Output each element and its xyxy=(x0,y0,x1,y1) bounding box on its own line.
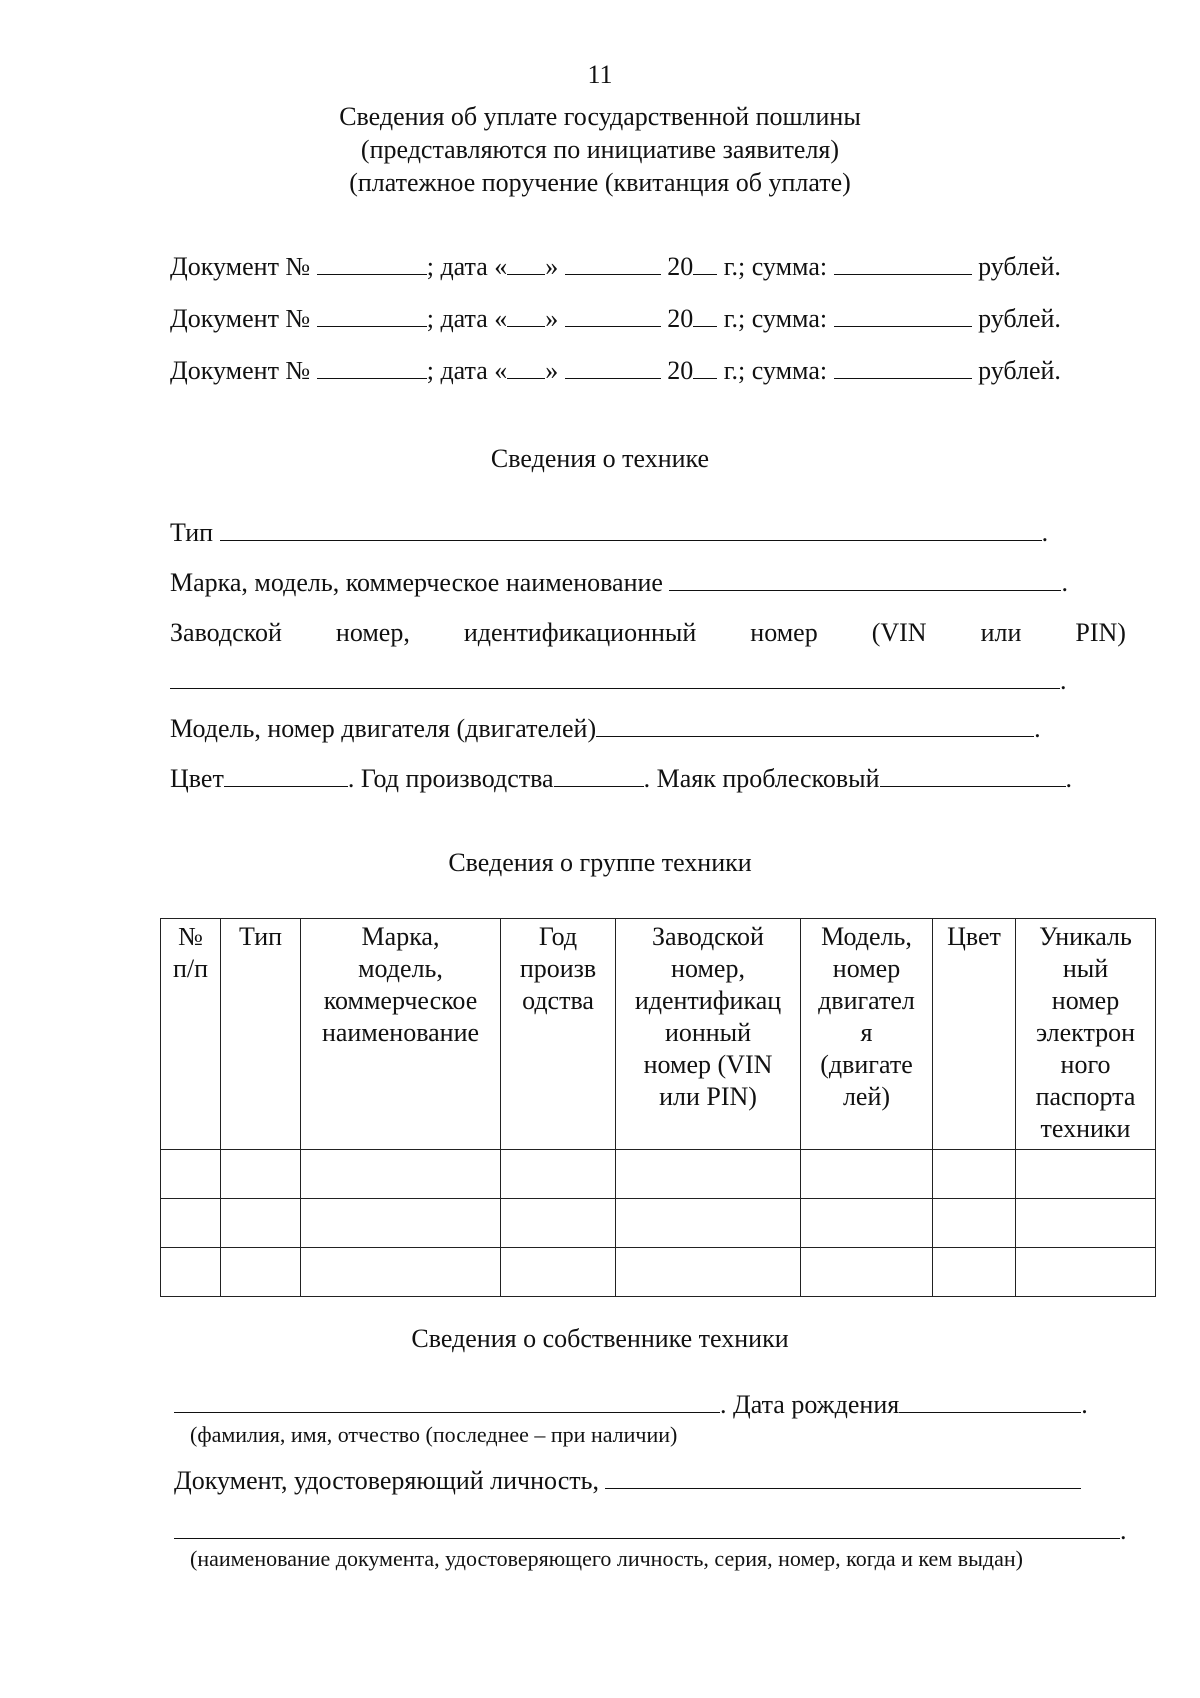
tech-beacon-field[interactable] xyxy=(880,764,1066,787)
tech-type-row xyxy=(170,518,1048,548)
serial-word: номер xyxy=(750,618,818,647)
table-cell[interactable] xyxy=(301,1248,501,1297)
payment-row xyxy=(170,356,1061,386)
tech-type-field[interactable] xyxy=(220,518,1042,541)
table-cell[interactable] xyxy=(221,1199,301,1248)
header-cell-color xyxy=(933,919,1016,1150)
table-cell[interactable] xyxy=(933,1199,1016,1248)
document-number-field[interactable] xyxy=(317,304,427,327)
currency-label: рублей. xyxy=(978,304,1061,333)
serial-word: или xyxy=(980,618,1022,647)
payment-title-line-3: (платежное поручение (квитанция об уплате) xyxy=(349,168,851,197)
year-prefix: 20 xyxy=(667,356,694,385)
document-number-field[interactable] xyxy=(317,252,427,275)
header-text: электрон xyxy=(1035,1018,1136,1047)
header-text: идентификац xyxy=(634,986,782,1015)
table-cell[interactable] xyxy=(501,1150,616,1199)
payment-section-title xyxy=(0,100,1200,199)
period: . xyxy=(1120,1516,1127,1545)
tech-serial-field[interactable] xyxy=(170,666,1060,689)
group-table xyxy=(160,918,1156,1297)
tech-brand-field[interactable] xyxy=(669,568,1061,591)
document-number-label: Документ № xyxy=(170,356,311,385)
serial-word: номер, xyxy=(335,618,410,647)
year-field[interactable] xyxy=(693,252,717,275)
id-document-field[interactable] xyxy=(605,1466,1081,1489)
table-cell[interactable] xyxy=(616,1248,801,1297)
period: . xyxy=(1034,714,1041,743)
header-text: техники xyxy=(1040,1114,1131,1143)
year-prefix: 20 xyxy=(667,252,694,281)
header-text: номер, xyxy=(671,954,745,983)
document-number-label: Документ № xyxy=(170,304,311,333)
payment-row xyxy=(170,252,1061,282)
header-text: Цвет xyxy=(947,922,1001,951)
id-document-label: Документ, удостоверяющий личность, xyxy=(174,1466,599,1495)
header-cell-brand xyxy=(301,919,501,1150)
month-field[interactable] xyxy=(565,252,661,275)
serial-word: (VIN xyxy=(871,618,927,647)
header-text: произв xyxy=(519,954,597,983)
currency-label: рублей. xyxy=(978,356,1061,385)
serial-word: идентификационный xyxy=(463,618,697,647)
tech-year-field[interactable] xyxy=(554,764,644,787)
table-cell[interactable] xyxy=(1016,1150,1156,1199)
header-text: модель, xyxy=(358,954,443,983)
tech-engine-row xyxy=(170,714,1041,744)
tech-color-label: Цвет xyxy=(170,764,224,793)
tech-section-title: Сведения о технике xyxy=(490,444,710,473)
table-header-row xyxy=(161,919,1156,1150)
sum-label: г.; сумма: xyxy=(723,252,828,281)
table-cell[interactable] xyxy=(161,1150,221,1199)
header-text: (двигате xyxy=(820,1050,913,1079)
table-cell[interactable] xyxy=(616,1150,801,1199)
header-text: коммерческое xyxy=(323,986,478,1015)
table-cell[interactable] xyxy=(301,1150,501,1199)
header-cell-number xyxy=(161,919,221,1150)
tech-color-row xyxy=(170,764,1072,794)
header-text: ный xyxy=(1062,954,1109,983)
header-text: Уникаль xyxy=(1039,922,1132,951)
header-text: номер xyxy=(1051,986,1120,1015)
document-number-field[interactable] xyxy=(317,356,427,379)
year-field[interactable] xyxy=(693,356,717,379)
header-cell-engine xyxy=(801,919,933,1150)
header-text: Год xyxy=(538,922,578,951)
owner-name-hint: (фамилия, имя, отчество (последнее – при наличии) xyxy=(190,1422,678,1447)
date-close-quote: » xyxy=(545,304,559,333)
sum-label: г.; сумма: xyxy=(723,304,828,333)
header-text: номер xyxy=(832,954,901,983)
period: . xyxy=(1060,666,1067,695)
tech-serial-field-row xyxy=(170,666,1067,696)
day-field[interactable] xyxy=(507,356,545,379)
payment-row xyxy=(170,304,1061,334)
table-row xyxy=(161,1248,1156,1297)
header-text: № xyxy=(178,922,203,951)
tech-engine-field[interactable] xyxy=(596,714,1034,737)
tech-engine-label: Модель, номер двигателя (двигателей) xyxy=(170,714,597,743)
date-label: ; дата « xyxy=(426,304,508,333)
header-cell-serial xyxy=(616,919,801,1150)
group-section-title: Сведения о группе техники xyxy=(448,848,752,877)
period: . xyxy=(1061,568,1068,597)
period: . xyxy=(720,1390,727,1419)
birth-date-field[interactable] xyxy=(899,1390,1081,1413)
tech-brand-label: Марка, модель, коммерческое наименование xyxy=(170,568,663,597)
header-text: двигател xyxy=(818,986,915,1015)
sum-field[interactable] xyxy=(834,252,972,275)
table-cell[interactable] xyxy=(801,1199,933,1248)
table-cell[interactable] xyxy=(933,1150,1016,1199)
tech-type-label: Тип xyxy=(170,518,214,547)
serial-word: PIN) xyxy=(1075,618,1126,647)
id-document-field-row xyxy=(174,1516,1127,1546)
sum-field[interactable] xyxy=(834,356,972,379)
day-field[interactable] xyxy=(507,304,545,327)
date-close-quote: » xyxy=(545,252,559,281)
table-cell[interactable] xyxy=(1016,1199,1156,1248)
table-cell[interactable] xyxy=(933,1248,1016,1297)
sum-label: г.; сумма: xyxy=(723,356,828,385)
table-cell[interactable] xyxy=(161,1199,221,1248)
period: . xyxy=(1041,518,1049,547)
id-document-field-2[interactable] xyxy=(174,1516,1120,1539)
table-cell[interactable] xyxy=(501,1248,616,1297)
table-cell[interactable] xyxy=(221,1150,301,1199)
date-label: ; дата « xyxy=(426,356,508,385)
header-text: Тип xyxy=(238,922,283,951)
table-cell[interactable] xyxy=(801,1150,933,1199)
period: . xyxy=(1081,1390,1088,1419)
owner-section-title: Сведения о собственнике техники xyxy=(411,1324,789,1353)
table-row xyxy=(161,1199,1156,1248)
header-cell-year xyxy=(501,919,616,1150)
table-cell[interactable] xyxy=(301,1199,501,1248)
month-field[interactable] xyxy=(565,304,661,327)
table-cell[interactable] xyxy=(221,1248,301,1297)
payment-title-line-2: (представляются по инициативе заявителя) xyxy=(360,135,840,164)
table-cell[interactable] xyxy=(616,1199,801,1248)
birth-date-label: Дата рождения xyxy=(733,1390,900,1419)
page-number: 11 xyxy=(587,60,613,89)
header-text: Заводской xyxy=(652,922,764,951)
header-text: п/п xyxy=(172,954,209,983)
date-close-quote: » xyxy=(545,356,559,385)
header-text: паспорта xyxy=(1035,1082,1136,1111)
header-text: ионный xyxy=(664,1018,752,1047)
table-cell[interactable] xyxy=(161,1248,221,1297)
header-cell-passport xyxy=(1016,919,1156,1150)
owner-name-row xyxy=(174,1390,1088,1420)
header-text: лей) xyxy=(842,1082,891,1111)
tech-brand-row xyxy=(170,568,1068,598)
header-text: ного xyxy=(1060,1050,1111,1079)
table-row xyxy=(161,1150,1156,1199)
sum-field[interactable] xyxy=(834,304,972,327)
header-text: или PIN) xyxy=(659,1082,757,1111)
serial-word: Заводской xyxy=(170,618,282,647)
year-prefix: 20 xyxy=(667,304,694,333)
id-document-hint: (наименование документа, удостоверяющего личность, серия, номер, когда и кем выдан) xyxy=(190,1546,1023,1571)
header-text: наименование xyxy=(321,1018,480,1047)
header-text: Марка, xyxy=(361,922,440,951)
tech-color-field[interactable] xyxy=(224,764,348,787)
month-field[interactable] xyxy=(565,356,661,379)
header-text: одства xyxy=(522,986,594,1015)
payment-title-line-1: Сведения об уплате государственной пошлины xyxy=(339,102,861,131)
document-number-label: Документ № xyxy=(170,252,311,281)
header-text: Модель, xyxy=(821,922,912,951)
table-cell[interactable] xyxy=(1016,1248,1156,1297)
header-cell-type xyxy=(221,919,301,1150)
table-cell[interactable] xyxy=(501,1199,616,1248)
year-field[interactable] xyxy=(693,304,717,327)
table-cell[interactable] xyxy=(801,1248,933,1297)
day-field[interactable] xyxy=(507,252,545,275)
header-text: я xyxy=(860,1018,873,1047)
period: . xyxy=(1065,764,1073,793)
currency-label: рублей. xyxy=(978,252,1061,281)
date-label: ; дата « xyxy=(426,252,508,281)
id-document-row xyxy=(174,1466,1081,1496)
tech-year-label: . Год производства xyxy=(347,764,554,793)
tech-beacon-label: . Маяк проблесковый xyxy=(643,764,880,793)
header-text: номер (VIN xyxy=(643,1050,773,1079)
tech-serial-row xyxy=(170,618,1126,648)
owner-name-field[interactable] xyxy=(174,1390,720,1413)
